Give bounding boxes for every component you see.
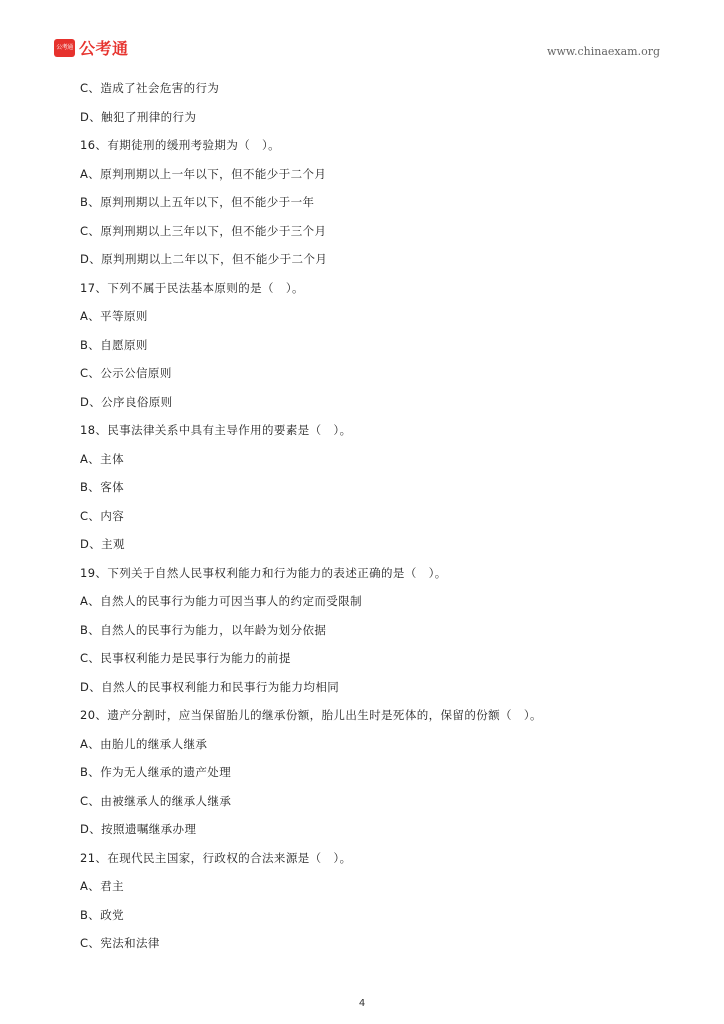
question-17: 17、下列不属于民法基本原则的是（ ）。 (80, 280, 304, 295)
option-a-q16: A、原判刑期以上一年以下，但不能少于二个月 (80, 166, 327, 181)
question-21: 21、在现代民主国家，行政权的合法来源是（ ）。 (80, 850, 352, 865)
option-c-q21: C、宪法和法律 (80, 936, 160, 950)
question-18: 18、民事法律关系中具有主导作用的要素是（ ）。 (80, 423, 352, 437)
option-a-q17: A、平等原则 (80, 309, 148, 323)
option-b-q20: B、作为无人继承的遗产处理 (80, 765, 232, 779)
option-b-q19: B、自然人的民事行为能力，以年龄为划分依据 (80, 622, 327, 637)
option-c-q18: C、内容 (80, 508, 125, 523)
option-c-q15: C、造成了社会危害的行为 (80, 81, 220, 95)
option-c-q19: C、民事权利能力是民事行为能力的前提 (80, 651, 291, 665)
option-b-q21: B、政党 (80, 907, 124, 922)
logo-text: 公考通 (79, 39, 129, 58)
logo-mark-icon: 公考通 (54, 39, 75, 57)
option-d-q18: D、主观 (80, 537, 125, 551)
question-20: 20、遗产分割时，应当保留胎儿的继承份额，胎儿出生时是死体的，保留的份额（ ）。 (80, 708, 542, 722)
page-number: 4 (358, 998, 366, 1009)
option-b-q16: B、原判刑期以上五年以下，但不能少于一年 (80, 195, 315, 209)
document-body (80, 78, 680, 962)
option-a-q20: A、由胎儿的继承人继承 (80, 736, 208, 751)
option-c-q16: C、原判刑期以上三年以下，但不能少于三个月 (80, 223, 327, 238)
option-a-q21: A、君主 (80, 879, 124, 893)
option-a-q18: A、主体 (80, 451, 124, 466)
option-b-q17: B、自愿原则 (80, 337, 148, 352)
option-a-q19: A、自然人的民事行为能力可因当事人的约定而受限制 (80, 594, 362, 608)
question-16: 16、有期徒刑的缓刑考验期为（ ）。 (80, 138, 281, 152)
option-d-q16: D、原判刑期以上二年以下，但不能少于二个月 (80, 252, 328, 266)
option-d-q19: D、自然人的民事权利能力和民事行为能力均相同 (80, 679, 340, 694)
option-d-q15: D、触犯了刑律的行为 (80, 109, 197, 124)
option-d-q17: D、公序良俗原则 (80, 394, 173, 409)
question-19: 19、下列关于自然人民事权利能力和行为能力的表述正确的是（ ）。 (80, 565, 447, 580)
page-header (0, 0, 724, 70)
logo (54, 36, 129, 59)
option-c-q17: C、公示公信原则 (80, 366, 172, 380)
option-b-q18: B、客体 (80, 480, 124, 494)
site-url: www.chinaexam.org (547, 45, 660, 58)
option-c-q20: C、由被继承人的继承人继承 (80, 793, 232, 808)
option-d-q20: D、按照遗嘱继承办理 (80, 822, 197, 836)
